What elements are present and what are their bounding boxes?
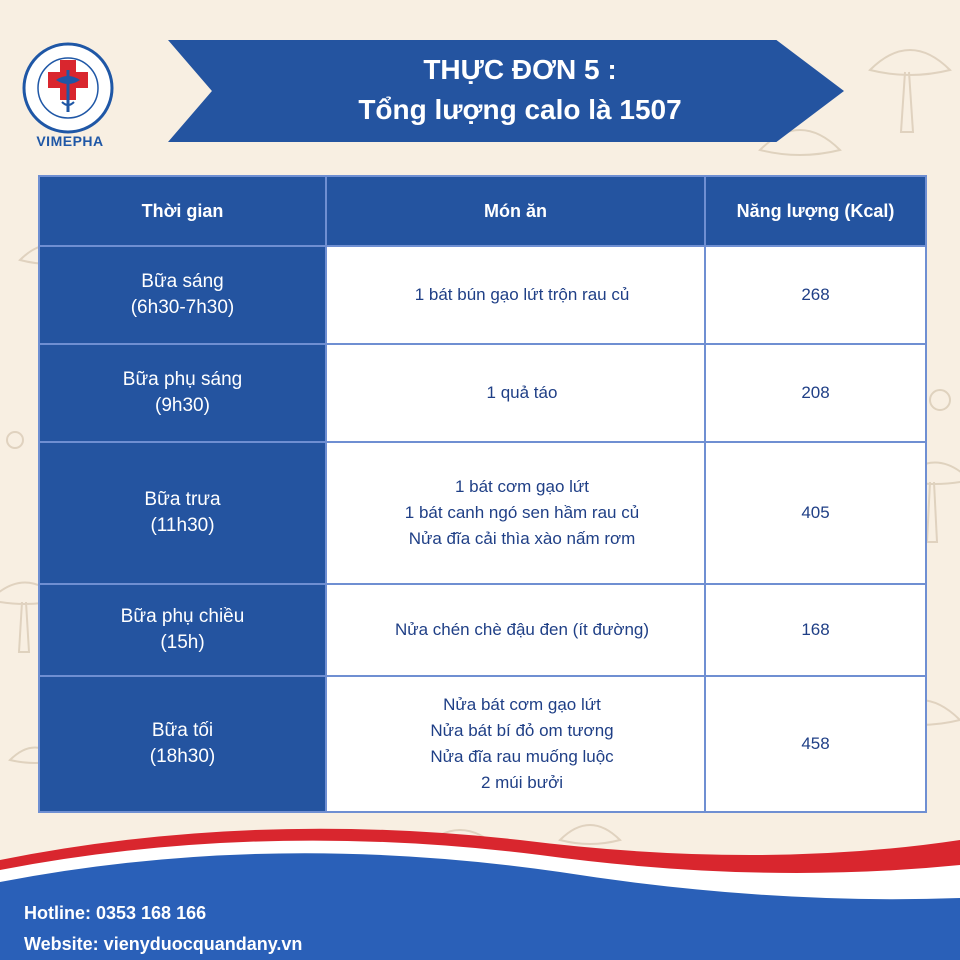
meal-dishes bbox=[326, 442, 705, 584]
meal-name: Bữa sáng bbox=[141, 271, 224, 292]
table-row bbox=[39, 246, 926, 344]
table-row bbox=[39, 676, 926, 812]
meal-time bbox=[39, 676, 326, 812]
meal-time bbox=[39, 442, 326, 584]
dish-item: Nửa bát bí đỏ om tương bbox=[430, 721, 614, 740]
header-dish: Món ăn bbox=[326, 176, 705, 246]
meal-table bbox=[38, 175, 927, 813]
meal-kcal: 168 bbox=[705, 584, 926, 676]
meal-name: Bữa phụ sáng bbox=[122, 369, 243, 390]
logo-text: VIMEPHA bbox=[36, 133, 104, 149]
dish-item: 1 bát bún gạo lứt trộn rau củ bbox=[414, 285, 630, 304]
dish-item: 1 bát canh ngó sen hầm rau củ bbox=[404, 503, 640, 522]
meal-dishes bbox=[326, 344, 705, 442]
hotline-text: Hotline: 0353 168 166 bbox=[24, 903, 207, 923]
meal-kcal: 458 bbox=[705, 676, 926, 812]
dish-item: 2 múi bưởi bbox=[480, 773, 564, 792]
page-title bbox=[300, 50, 740, 130]
table-row bbox=[39, 442, 926, 584]
meal-name: Bữa phụ chiều bbox=[120, 606, 245, 627]
header-energy: Năng lượng (Kcal) bbox=[705, 176, 926, 246]
title-line-1: THỰC ĐƠN 5 : bbox=[423, 54, 617, 85]
meal-kcal: 208 bbox=[705, 344, 926, 442]
meal-hours: (6h30-7h30) bbox=[130, 297, 235, 318]
dish-item: 1 quả táo bbox=[486, 383, 558, 402]
meal-dishes bbox=[326, 584, 705, 676]
meal-time bbox=[39, 246, 326, 344]
meal-time bbox=[39, 344, 326, 442]
meal-kcal: 268 bbox=[705, 246, 926, 344]
table-header-row bbox=[39, 176, 926, 246]
table-row bbox=[39, 584, 926, 676]
website-link[interactable]: Website: vienyduocquandany.vn bbox=[24, 934, 303, 954]
dish-item: Nửa đĩa cải thìa xào nấm rơm bbox=[408, 529, 636, 548]
footer-contact bbox=[24, 898, 302, 960]
dish-item: Nửa đĩa rau muống luộc bbox=[430, 747, 614, 766]
meal-hours: (9h30) bbox=[155, 395, 210, 416]
meal-kcal: 405 bbox=[705, 442, 926, 584]
dish-item: Nửa chén chè đậu đen (ít đường) bbox=[394, 620, 650, 639]
table-row bbox=[39, 344, 926, 442]
header-time: Thời gian bbox=[39, 176, 326, 246]
meal-dishes bbox=[326, 676, 705, 812]
meal-hours: (18h30) bbox=[149, 746, 216, 767]
vimepha-logo bbox=[18, 40, 118, 145]
meal-name: Bữa trưa bbox=[144, 489, 221, 510]
meal-dishes bbox=[326, 246, 705, 344]
meal-time bbox=[39, 584, 326, 676]
meal-hours: (15h) bbox=[160, 632, 205, 653]
meal-hours: (11h30) bbox=[150, 515, 215, 536]
dish-item: 1 bát cơm gạo lứt bbox=[454, 477, 590, 496]
title-line-2: Tổng lượng calo là 1507 bbox=[358, 94, 682, 125]
dish-item: Nửa bát cơm gạo lứt bbox=[443, 695, 601, 714]
meal-name: Bữa tối bbox=[151, 720, 214, 741]
